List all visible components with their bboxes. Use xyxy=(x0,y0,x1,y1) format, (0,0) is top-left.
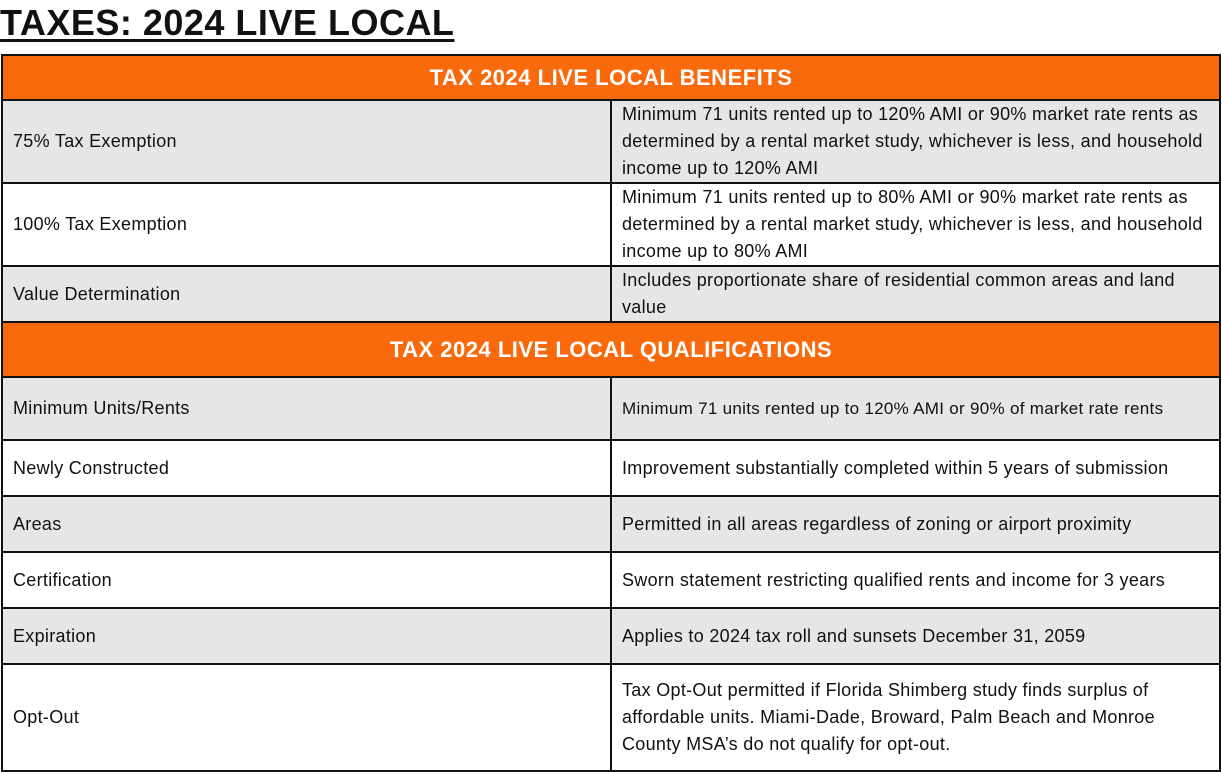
row-label: 100% Tax Exemption xyxy=(2,183,611,266)
row-value: Minimum 71 units rented up to 120% AMI or 90% market rate rents as determined by a rental market study, whichever is less, and household income up to 120% AMI xyxy=(611,100,1220,183)
row-label: Areas xyxy=(2,496,611,552)
row-label: Expiration xyxy=(2,608,611,664)
table-row xyxy=(2,664,1220,771)
row-value: Improvement substantially completed within 5 years of submission xyxy=(611,440,1220,496)
row-label: Minimum Units/Rents xyxy=(2,377,611,440)
row-value: Sworn statement restricting qualified rents and income for 3 years xyxy=(611,552,1220,608)
page-title: TAXES: 2024 LIVE LOCAL xyxy=(0,2,455,43)
row-label: 75% Tax Exemption xyxy=(2,100,611,183)
row-value: Applies to 2024 tax roll and sunsets December 31, 2059 xyxy=(611,608,1220,664)
row-label: Opt-Out xyxy=(2,664,611,771)
row-label: Value Determination xyxy=(2,266,611,322)
row-value: Permitted in all areas regardless of zoning or airport proximity xyxy=(611,496,1220,552)
table-row xyxy=(2,377,1220,440)
live-local-table xyxy=(1,54,1221,772)
row-value: Minimum 71 units rented up to 120% AMI or 90% of market rate rents xyxy=(611,377,1220,440)
row-label: Newly Constructed xyxy=(2,440,611,496)
section-heading: TAX 2024 LIVE LOCAL QUALIFICATIONS xyxy=(2,322,1220,377)
table-row xyxy=(2,552,1220,608)
table-row xyxy=(2,608,1220,664)
table-row xyxy=(2,183,1220,266)
row-value: Minimum 71 units rented up to 80% AMI or 90% market rate rents as determined by a rental market study, whichever is less, and household income up to 80% AMI xyxy=(611,183,1220,266)
row-value: Includes proportionate share of residential common areas and land value xyxy=(611,266,1220,322)
section-header-benefits xyxy=(2,55,1220,100)
section-header-qualifications xyxy=(2,322,1220,377)
table-row xyxy=(2,100,1220,183)
table-row xyxy=(2,266,1220,322)
row-value: Tax Opt-Out permitted if Florida Shimberg study finds surplus of affordable units. Miami-Dade, Broward, Palm Beach and Monroe County MSA’s do not qualify for opt-out. xyxy=(611,664,1220,771)
section-heading: TAX 2024 LIVE LOCAL BENEFITS xyxy=(2,55,1220,100)
table-row xyxy=(2,440,1220,496)
table-row xyxy=(2,496,1220,552)
row-label: Certification xyxy=(2,552,611,608)
